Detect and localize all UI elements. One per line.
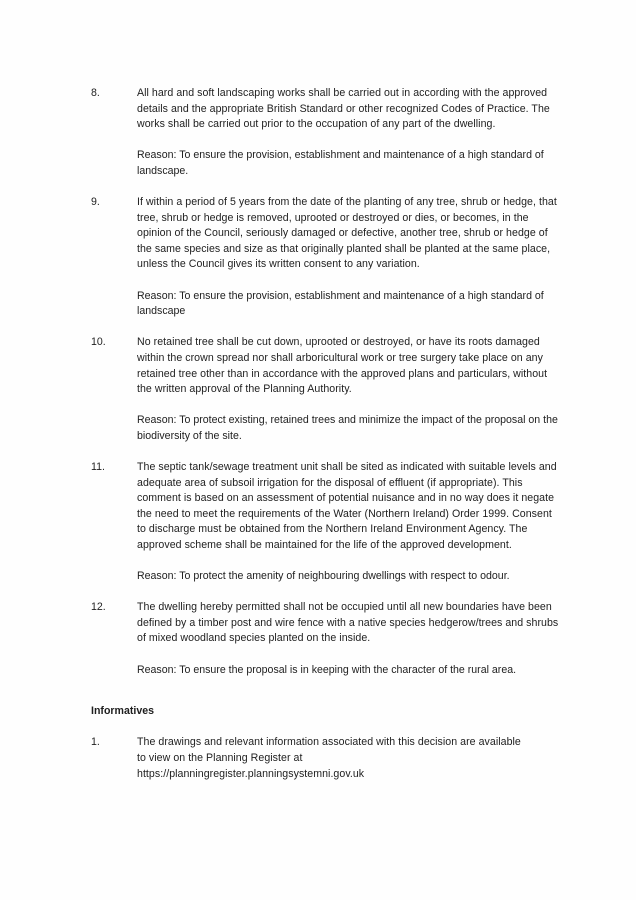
condition-item	[91, 600, 561, 678]
condition-item	[91, 335, 561, 444]
condition-number: 10.	[91, 336, 106, 349]
informative-number: 1.	[91, 736, 100, 749]
condition-text: No retained tree shall be cut down, uprooted or destroyed, or have its roots damaged within the crown spread nor shall arboricultural work or tree surgery take place on any retained tree other than in accordance with the approved plans and particulars, without the written approval of the Planning Authority.	[137, 336, 548, 396]
condition-number: 12.	[91, 601, 106, 614]
informative-text-line: to view on the Planning Register at	[137, 751, 303, 764]
condition-number: 8.	[91, 87, 100, 99]
informative-text	[137, 735, 561, 782]
condition-text: The dwelling hereby permitted shall not be occupied until all new boundaries have been defined by a timber post and wire fence with a native species hedgerow/trees and shrubs of mixed woodland species planted on the inside.	[137, 601, 559, 645]
informative-text-line: The drawings and relevant information associated with this decision are available	[137, 736, 521, 749]
condition-text: All hard and soft landscaping works shall be carried out in according with the approved details and the appropriate British Standard or other recognized Codes of Practice. The works shall be carried out prior to the occupation of any part of the dwelling.	[137, 87, 550, 131]
condition-text: The septic tank/sewage treatment unit shall be sited as indicated with suitable levels and adequate area of subsoil irrigation for the disposal of effluent (if appropriate). This comment is based on an assessment of potential nuisance and in no way does it negate the need to meet the requirements of the Water (Northern Ireland) Order 1999. Consent to discharge must be obtained from the Northern Ireland Environment Agency. The approved scheme shall be maintained for the life of the approved development.	[137, 460, 557, 551]
condition-number: 11.	[91, 460, 105, 473]
condition-item	[91, 460, 561, 585]
planning-register-link[interactable]: https://planningregister.planningsystemni.gov.uk	[137, 767, 365, 780]
condition-item	[91, 195, 561, 320]
condition-reason: Reason: To ensure the provision, establishment and maintenance of a high standard of landscape	[137, 289, 544, 318]
condition-reason: Reason: To ensure the provision, establishment and maintenance of a high standard of landscape.	[137, 149, 544, 177]
condition-reason: Reason: To protect existing, retained trees and minimize the impact of the proposal on the biodiversity of the site.	[137, 414, 558, 442]
document-content	[91, 86, 561, 798]
condition-reason: Reason: To protect the amenity of neighbouring dwellings with respect to odour.	[137, 570, 510, 583]
condition-number: 9.	[91, 196, 100, 209]
condition-reason: Reason: To ensure the proposal is in keeping with the character of the rural area.	[137, 663, 517, 676]
informatives-heading: Informatives	[91, 705, 154, 718]
condition-item	[91, 86, 561, 180]
informative-item	[91, 735, 561, 782]
condition-text: If within a period of 5 years from the date of the planting of any tree, shrub or hedge, that tree, shrub or hedge is removed, uprooted or destroyed or dies, or becomes, in the opinion of the Council, seriously damaged or defective, another tree, shrub or hedge of the same species and size as that originally planted shall be planted at the same place, unless the Council gives its written consent to any variation.	[137, 196, 557, 271]
